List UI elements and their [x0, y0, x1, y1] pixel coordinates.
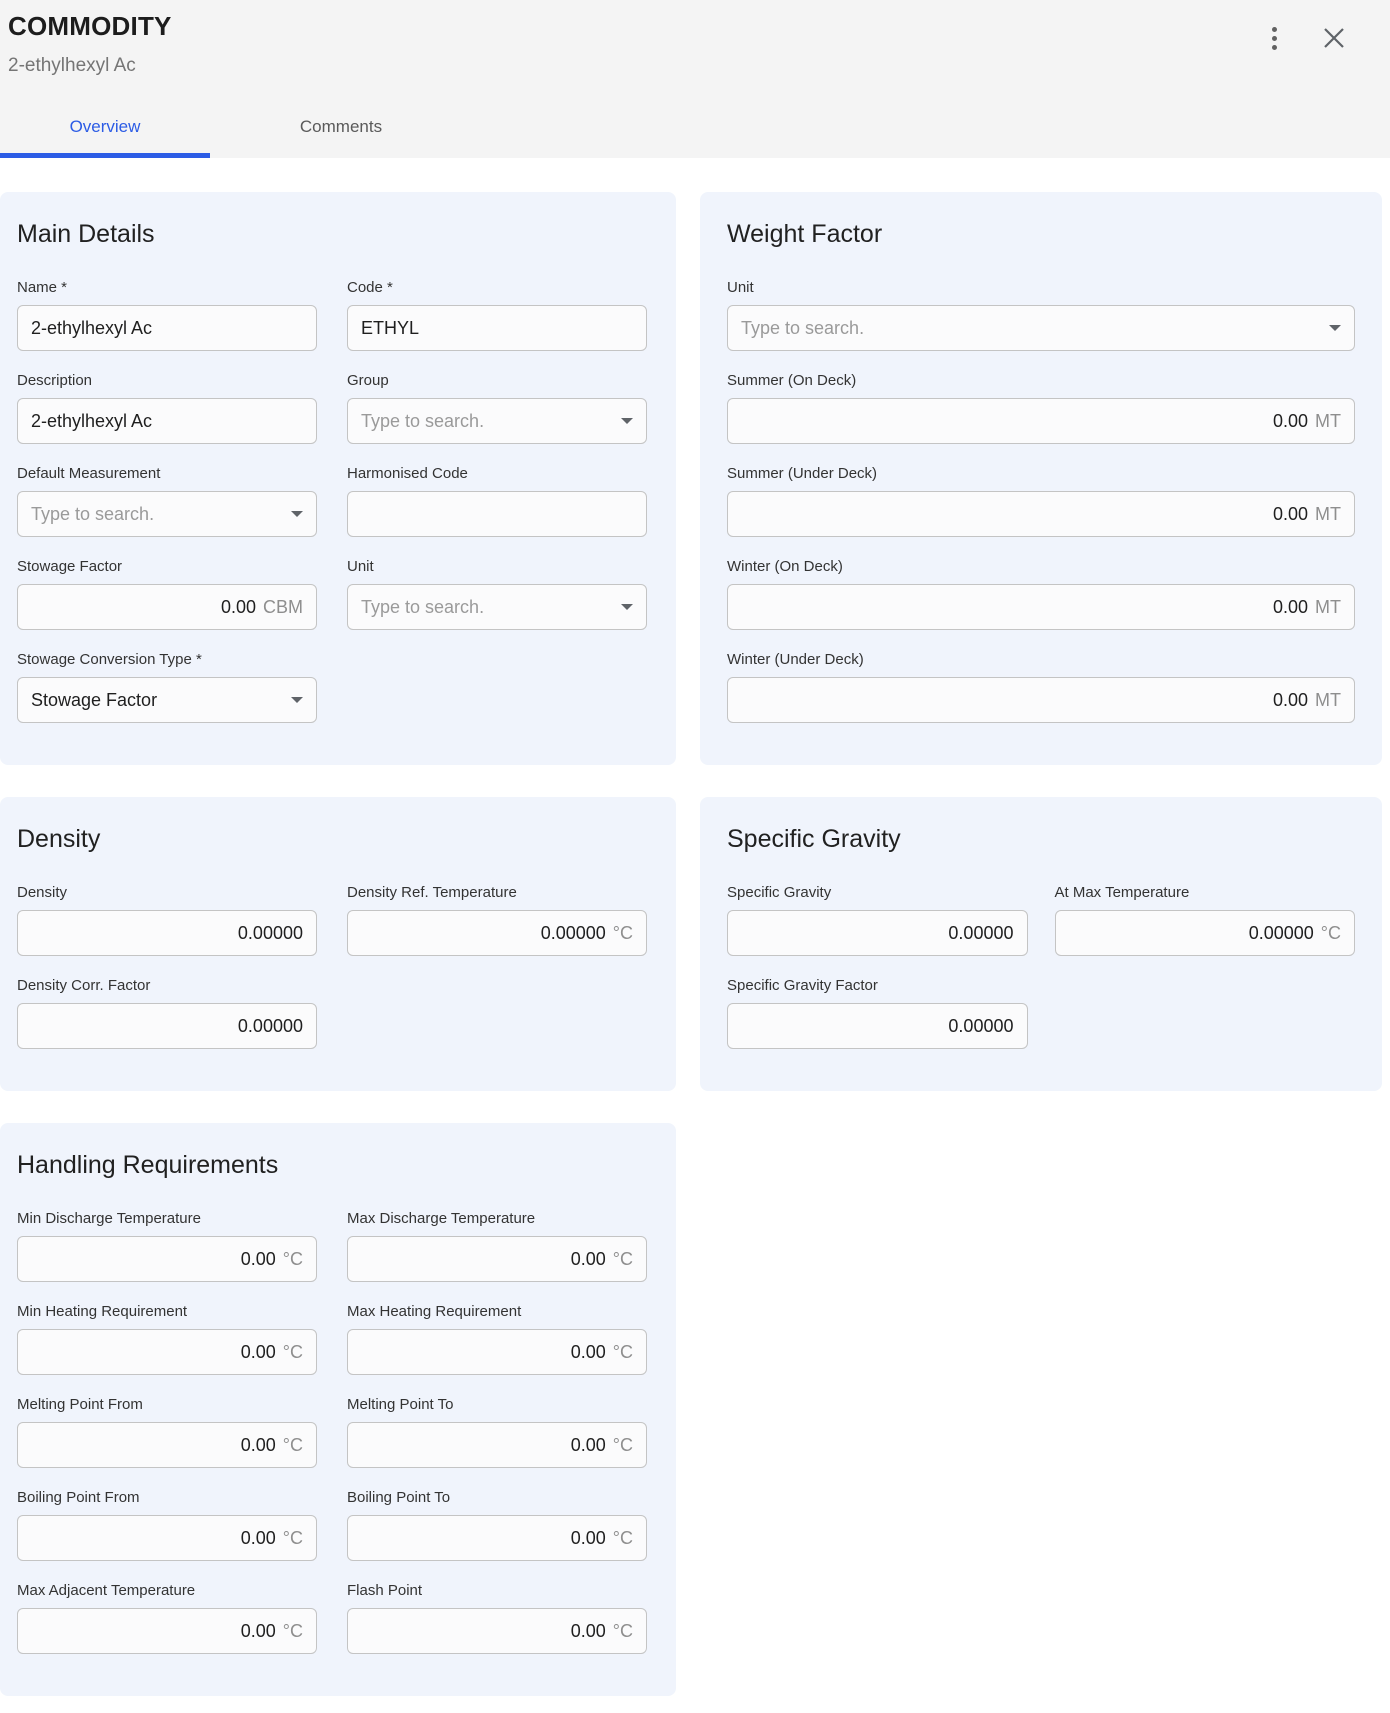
name-label: Name * — [17, 279, 68, 296]
chevron-down-icon — [291, 697, 303, 703]
overview-tab-content — [0, 158, 1390, 1713]
field-melting-point-to — [347, 1395, 647, 1468]
winter-under-deck-label: Winter (Under Deck) — [727, 651, 864, 668]
field-boiling-point-to — [347, 1488, 647, 1561]
stowage-conversion-type-value: Stowage Factor — [31, 689, 158, 710]
field-unit — [347, 557, 647, 630]
boiling-point-from-label: Boiling Point From — [17, 1489, 140, 1506]
field-summer-under-deck — [727, 464, 1355, 537]
max-discharge-temperature-input[interactable]: 0.00 °C — [347, 1236, 647, 1282]
wf-unit-select[interactable] — [727, 305, 1355, 351]
max-adjacent-temperature-label: Max Adjacent Temperature — [17, 1582, 196, 1599]
field-stowage-factor — [17, 557, 317, 630]
summer-under-deck-unit: MT — [1315, 503, 1341, 524]
description-label: Description — [17, 372, 93, 389]
melting-point-to-input[interactable]: 0.00 °C — [347, 1422, 647, 1468]
min-heating-requirement-label: Min Heating Requirement — [17, 1303, 188, 1320]
close-icon — [1323, 27, 1345, 49]
field-max-discharge-temperature — [347, 1209, 647, 1282]
field-at-max-temperature — [1055, 883, 1356, 956]
boiling-point-to-input[interactable]: 0.00 °C — [347, 1515, 647, 1561]
winter-on-deck-value: 0.00 — [1272, 596, 1308, 617]
chevron-down-icon — [291, 511, 303, 517]
density-ref-temperature-unit: °C — [612, 922, 633, 943]
winter-on-deck-label: Winter (On Deck) — [727, 558, 843, 575]
group-select[interactable] — [347, 398, 647, 444]
page-title: COMMODITY — [8, 11, 172, 41]
stowage-factor-unit: CBM — [263, 596, 303, 617]
field-boiling-point-from — [17, 1488, 317, 1561]
density-input[interactable] — [17, 910, 317, 956]
specific-gravity-factor-label: Specific Gravity Factor — [727, 977, 878, 994]
field-density-corr-factor — [17, 976, 317, 1049]
tab-comments[interactable] — [210, 100, 472, 158]
density-ref-temperature-value: 0.00000 — [540, 922, 606, 943]
summer-on-deck-value: 0.00 — [1272, 410, 1308, 431]
field-default-measurement — [17, 464, 317, 537]
section-title-main-details: Main Details — [17, 220, 155, 248]
field-name — [17, 278, 317, 351]
max-heating-requirement-label: Max Heating Requirement — [347, 1303, 522, 1320]
section-specific-gravity — [700, 797, 1382, 1091]
field-code — [347, 278, 647, 351]
field-description — [17, 371, 317, 444]
field-wf-unit — [727, 278, 1355, 351]
winter-on-deck-unit: MT — [1315, 596, 1341, 617]
section-title-weight-factor: Weight Factor — [727, 220, 883, 248]
min-discharge-temperature-label: Min Discharge Temperature — [17, 1210, 201, 1227]
name-value: 2-ethylhexyl Ac — [31, 317, 153, 338]
harmonised-code-input[interactable] — [347, 491, 647, 537]
dialog-header — [0, 0, 1390, 158]
group-label: Group — [347, 372, 389, 389]
field-group — [347, 371, 647, 444]
winter-on-deck-input[interactable] — [727, 584, 1355, 630]
at-max-temperature-value: 0.00000 — [1248, 922, 1314, 943]
max-heating-requirement-input[interactable]: 0.00 °C — [347, 1329, 647, 1375]
summer-under-deck-value: 0.00 — [1272, 503, 1308, 524]
tab-overview-label: Overview — [69, 116, 141, 136]
field-min-heating-requirement — [17, 1302, 317, 1375]
specific-gravity-factor-value: 0.00000 — [948, 1015, 1014, 1036]
min-heating-requirement-input[interactable]: 0.00 °C — [17, 1329, 317, 1375]
at-max-temperature-label: At Max Temperature — [1054, 884, 1190, 901]
code-input[interactable] — [347, 305, 647, 351]
stowage-conversion-type-label: Stowage Conversion Type * — [17, 651, 202, 668]
unit-label: Unit — [347, 558, 374, 575]
tab-comments-label: Comments — [299, 116, 383, 136]
melting-point-from-input[interactable]: 0.00 °C — [17, 1422, 317, 1468]
group-placeholder: Type to search. — [361, 410, 485, 431]
header-actions — [1254, 18, 1354, 58]
specific-gravity-label: Specific Gravity — [727, 884, 832, 901]
more-options-button[interactable] — [1254, 18, 1294, 58]
stowage-factor-value: 0.00 — [220, 596, 256, 617]
section-handling-requirements — [0, 1123, 676, 1696]
wf-unit-label: Unit — [727, 279, 754, 296]
summer-under-deck-label: Summer (Under Deck) — [727, 465, 878, 482]
density-label: Density — [17, 884, 68, 901]
section-title-specific-gravity: Specific Gravity — [727, 825, 901, 853]
close-button[interactable] — [1314, 18, 1354, 58]
stowage-conversion-type-select[interactable] — [17, 677, 317, 723]
name-input[interactable] — [17, 305, 317, 351]
density-ref-temperature-input[interactable] — [347, 910, 647, 956]
chevron-down-icon — [1329, 325, 1341, 331]
chevron-down-icon — [621, 604, 633, 610]
field-harmonised-code — [347, 464, 647, 537]
stowage-factor-input[interactable] — [17, 584, 317, 630]
section-main-details — [0, 192, 676, 765]
description-value: 2-ethylhexyl Ac — [31, 410, 153, 431]
melting-point-to-label: Melting Point To — [347, 1396, 454, 1413]
code-value: ETHYL — [361, 317, 420, 338]
field-melting-point-from — [17, 1395, 317, 1468]
kebab-menu-icon — [1272, 27, 1277, 50]
min-discharge-temperature-input[interactable]: 0.00 °C — [17, 1236, 317, 1282]
field-density-ref-temperature — [347, 883, 647, 956]
field-stowage-conversion-type — [17, 650, 317, 723]
description-input[interactable] — [17, 398, 317, 444]
at-max-temperature-unit: °C — [1320, 922, 1341, 943]
unit-select[interactable] — [347, 584, 647, 630]
winter-under-deck-unit: MT — [1315, 689, 1341, 710]
boiling-point-from-input[interactable]: 0.00 °C — [17, 1515, 317, 1561]
default-measurement-select[interactable] — [17, 491, 317, 537]
title-block — [8, 10, 172, 78]
section-title-handling-requirements: Handling Requirements — [17, 1151, 279, 1179]
winter-under-deck-input[interactable] — [727, 677, 1355, 723]
field-density — [17, 883, 317, 956]
specific-gravity-factor-input[interactable] — [727, 1003, 1028, 1049]
specific-gravity-input[interactable] — [727, 910, 1028, 956]
summer-under-deck-input[interactable] — [727, 491, 1355, 537]
at-max-temperature-input[interactable] — [1055, 910, 1356, 956]
field-specific-gravity-factor — [727, 976, 1028, 1049]
field-min-discharge-temperature — [17, 1209, 317, 1282]
section-title-density: Density — [17, 825, 101, 853]
field-winter-under-deck — [727, 650, 1355, 723]
unit-placeholder: Type to search. — [361, 596, 485, 617]
density-corr-factor-label: Density Corr. Factor — [17, 977, 151, 994]
field-summer-on-deck — [727, 371, 1355, 444]
flash-point-label: Flash Point — [347, 1582, 423, 1599]
section-weight-factor — [700, 192, 1382, 765]
page-subtitle: 2-ethylhexyl Ac — [8, 55, 136, 76]
density-corr-factor-value: 0.00000 — [237, 1015, 303, 1036]
tab-overview[interactable] — [0, 100, 210, 158]
max-adjacent-temperature-input[interactable]: 0.00 °C — [17, 1608, 317, 1654]
summer-on-deck-unit: MT — [1315, 410, 1341, 431]
field-max-adjacent-temperature — [17, 1581, 317, 1654]
boiling-point-to-label: Boiling Point To — [347, 1489, 451, 1506]
melting-point-from-label: Melting Point From — [17, 1396, 143, 1413]
specific-gravity-value: 0.00000 — [948, 922, 1014, 943]
default-measurement-placeholder: Type to search. — [31, 503, 155, 524]
density-corr-factor-input[interactable] — [17, 1003, 317, 1049]
default-measurement-label: Default Measurement — [17, 465, 161, 482]
field-winter-on-deck — [727, 557, 1355, 630]
field-flash-point — [347, 1581, 647, 1654]
tab-bar — [0, 100, 1390, 158]
density-value: 0.00000 — [237, 922, 303, 943]
wf-unit-placeholder: Type to search. — [741, 317, 865, 338]
summer-on-deck-label: Summer (On Deck) — [727, 372, 857, 389]
code-label: Code * — [347, 279, 393, 296]
winter-under-deck-value: 0.00 — [1272, 689, 1308, 710]
stowage-factor-label: Stowage Factor — [17, 558, 123, 575]
flash-point-input[interactable]: 0.00 °C — [347, 1608, 647, 1654]
harmonised-code-label: Harmonised Code — [347, 465, 468, 482]
section-density — [0, 797, 676, 1091]
summer-on-deck-input[interactable] — [727, 398, 1355, 444]
density-ref-temperature-label: Density Ref. Temperature — [347, 884, 517, 901]
max-discharge-temperature-label: Max Discharge Temperature — [347, 1210, 536, 1227]
chevron-down-icon — [621, 418, 633, 424]
field-max-heating-requirement — [347, 1302, 647, 1375]
field-specific-gravity — [727, 883, 1028, 956]
